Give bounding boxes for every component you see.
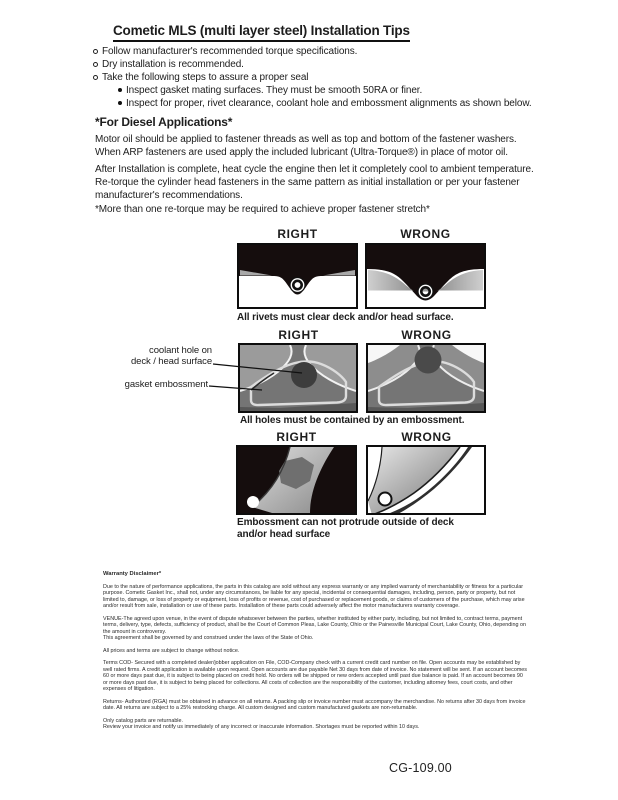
rivet-wrong-illustration: [367, 245, 484, 307]
rivet-right-illustration: [239, 245, 356, 307]
gasket-embossment-label: gasket embossment: [124, 379, 208, 390]
warranty-paragraph: Due to the nature of performance applications, the parts in this catalog are sold without any express warranty or any implied warranty of merchantability or fitness for a particular purpose. Cometic Gasket Inc., shall not, under any circumstances, be liable for any special, incidental or consequential damages, including, person, party or property, but not limited to, damage, or loss of property or equipment, loss of profits or revenue, cost of purchased or replacement goods, or claims of customers of the purchase, which may arise and/or result from sale, installation or use of these parts. Installation of these parts could adversely affect the motor manufacturers warranty coverage.: [103, 583, 525, 609]
review-invoice-line: Review your invoice and notify us immediately of any incorrect or inaccurate information. Shortages must be reported within 10 days.: [103, 724, 420, 730]
list-item: [93, 71, 553, 84]
right-label: RIGHT: [276, 430, 317, 444]
terms-cod-paragraph: Terms COD- Secured with a completed dealer/jobber application on File, COD-Company check with a current credit card number on file. Open accounts may be established by well rated firms. A credit application is available upon request. Open accounts are due payable Net 30 days from date of invoice. No statement will be sent. If an account becomes 60 or more days past due, it is subject to being placed on credit hold. No orders will be shipped or new orders accepted until past due balance is paid. If an account becomes 90 or more days past due, it is subject to being placed for collections. All costs of collection are the responsibility of the customer, including attorney fees, court costs, and other expenses of litigation.: [103, 660, 527, 692]
diesel-section-heading: *For Diesel Applications*: [95, 115, 233, 129]
installation-tips-list: [93, 45, 553, 110]
catalog-parts-line: Only catalog parts are returnable.: [103, 717, 184, 724]
page-title: Cometic MLS (multi layer steel) Installation Tips: [113, 23, 410, 42]
right-label: RIGHT: [278, 328, 319, 342]
list-item: [118, 97, 553, 110]
diesel-paragraph-2: After Installation is complete, heat cycle the engine then let it completely cool to ambient temperature. Re-torque the cylinder head fasteners in the same pattern as initial installation or per your fastener manufacturer's recommendations.: [95, 164, 534, 201]
list-item: [118, 84, 553, 97]
page-code: CG-109.00: [389, 761, 452, 775]
returns-paragraph: Returns- Authorized (RGA) must be obtained in advance on all returns. A packing slip or invoice number must accompany the merchandise. No returns after 30 days from invoice date. All returns are subject to a 25% restocking charge. All custom designed and custom manufactured gaskets are non-returnable.: [103, 698, 526, 711]
filled-bullet-icon: [118, 88, 122, 92]
open-bullet-icon: [93, 49, 98, 54]
list-item: [93, 45, 553, 58]
retorque-note: *More than one re-torque may be required to achieve proper fastener stretch*: [95, 204, 430, 215]
legal-fine-print: [103, 571, 529, 737]
filled-bullet-icon: [118, 101, 122, 105]
wrong-label: WRONG: [401, 328, 452, 342]
wrong-label: WRONG: [400, 227, 451, 241]
venue-governing-law: This agreement shall be governed by and construed under the laws of the State of Ohio.: [103, 635, 314, 641]
prices-paragraph: All prices and terms are subject to change without notice.: [103, 647, 240, 654]
rivet-wrong-diagram: [365, 243, 486, 309]
tip-text: Follow manufacturer's recommended torque specifications.: [102, 46, 358, 57]
protrusion-right-illustration: [238, 447, 355, 513]
right-label: RIGHT: [277, 227, 318, 241]
warranty-disclaimer-heading: Warranty Disclaimer*: [103, 571, 162, 577]
coolant-hole-label: coolant hole on deck / head surface: [130, 345, 212, 367]
protrusion-wrong-diagram: [366, 445, 486, 515]
wrong-label: WRONG: [401, 430, 452, 444]
leader-lines: [115, 343, 365, 403]
tip-text: Inspect gasket mating surfaces. They must be smooth 50RA or finer.: [126, 85, 423, 96]
tip-text: Inspect for proper, rivet clearance, coolant hole and embossment alignments as shown below.: [126, 98, 532, 109]
embossment-wrong-illustration: [368, 345, 484, 411]
open-bullet-icon: [93, 62, 98, 67]
protrusion-wrong-illustration: [368, 447, 484, 513]
rivet-caption: All rivets must clear deck and/or head surface.: [237, 312, 454, 323]
protrusion-caption: Embossment can not protrude outside of deck and/or head surface: [237, 517, 454, 540]
protrusion-right-diagram: [236, 445, 357, 515]
embossment-wrong-diagram: [366, 343, 486, 413]
list-item: [93, 58, 553, 71]
open-bullet-icon: [93, 75, 98, 80]
tip-text: Dry installation is recommended.: [102, 59, 244, 70]
embossment-caption: All holes must be contained by an embossment.: [240, 415, 465, 426]
rivet-right-diagram: [237, 243, 358, 309]
diesel-paragraph-1: Motor oil should be applied to fastener threads as well as top and bottom of the fastener washers. When ARP fasteners are used apply the included lubricant (Ultra-Torque®) in place of motor oil.: [95, 134, 517, 158]
tip-text: Take the following steps to assure a proper seal: [102, 72, 309, 83]
venue-paragraph: VENUE-The agreed upon venue, in the event of dispute whatsoever between the parties, whether instituted by either party, including, but not limited to, contract terms, payment terms, delivery, type, defects, sufficiency of product, shall be the Court of Common Pleas, Lake County, Ohio or the Painesville Municipal Court, Lake County, Ohio, depending on the amount in controversy.: [103, 615, 526, 635]
